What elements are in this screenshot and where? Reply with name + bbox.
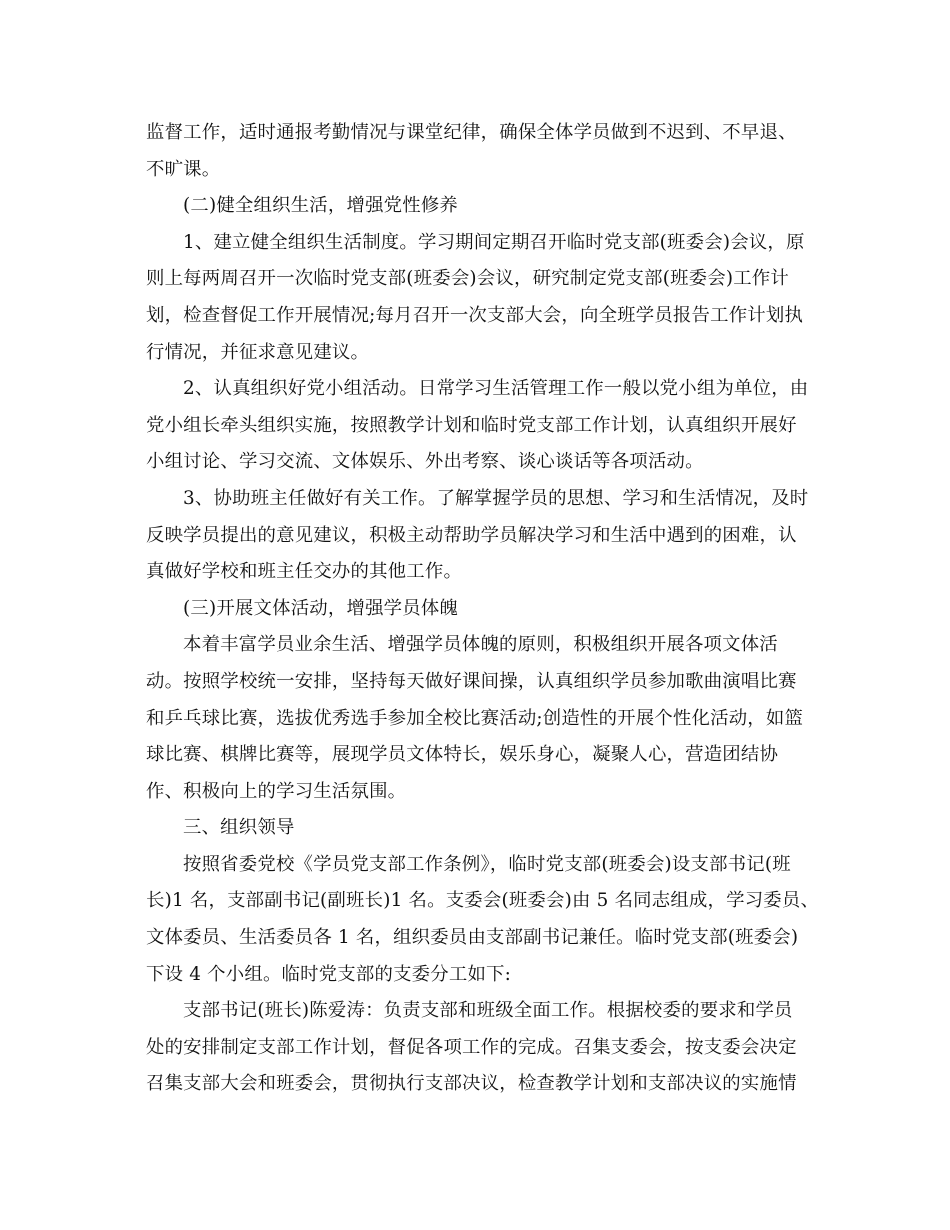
text-line: 和乒乓球比赛，选拔优秀选手参加全校比赛活动;创造性的开展个性化活动，如篮 [146,707,804,729]
text-line: 球比赛、棋牌比赛等，展现学员文体特长，娱乐身心，凝聚人心，营造团结协 [146,744,779,766]
text-line: 2、认真组织好党小组活动。日常学习生活管理工作一般以党小组为单位，由 [183,378,809,400]
text-line: 真做好学校和班主任交办的其他工作。 [146,561,463,583]
text-line: 按照省委党校《学员党支部工作条例》，临时党支部(班委会)设支部书记(班 [183,853,791,875]
text-line: 动。按照学校统一安排，坚持每天做好课间操，认真组织学员参加歌曲演唱比赛 [146,670,797,692]
text-line: 支部书记(班长)陈爱涛：负责支部和班级全面工作。根据校委的要求和学员 [183,1000,793,1022]
text-line: 长)1 名，支部副书记(副班长)1 名。支委会(班委会)由 5 名同志组成，学习委员、 [146,890,820,912]
text-line: 3、协助班主任做好有关工作。了解掌握学员的思想、学习和生活情况，及时 [183,487,809,509]
text-line: 下设 4 个小组。临时党支部的支委分工如下: [146,963,512,985]
text-line: 监督工作，适时通报考勤情况与课堂纪律，确保全体学员做到不迟到、不早退、 [146,122,797,143]
text-line: 不旷课。 [146,158,221,180]
text-line: 本着丰富学员业余生活、增强学员体魄的原则，积极组织开展各项文体活 [183,634,778,656]
text-line: 召集支部大会和班委会，贯彻执行支部决议，检查教学计划和支部决议的实施情 [146,1073,797,1095]
text-line: 1、建立健全组织生活制度。学习期间定期召开临时党支部(班委会)会议，原 [183,231,805,253]
text-line: 作、积极向上的学习生活氛围。 [146,780,407,802]
text-line: 党小组长牵头组织实施，按照教学计划和临时党支部工作计划，认真组织开展好 [146,414,797,436]
section-heading: (三)开展文体活动，增强学员体魄 [183,597,459,619]
text-line: 小组讨论、学习交流、文体娱乐、外出考察、谈心谈话等各项活动。 [146,451,704,473]
text-line: 反映学员提出的意见建议，积极主动帮助学员解决学习和生活中遇到的困难，认 [146,524,797,546]
document-body [146,115,820,1103]
section-heading: 三、组织领导 [183,817,295,839]
text-line: 文体委员、生活委员各 1 名，组织委员由支部副书记兼任。临时党支部(班委会) [146,927,799,949]
text-line: 行情况，并征求意见建议。 [146,341,370,363]
text-line: 划，检查督促工作开展情况;每月召开一次支部大会，向全班学员报告工作计划执 [146,304,804,326]
text-line: 处的安排制定支部工作计划，督促各项工作的完成。召集支委会，按支委会决定 [146,1036,797,1058]
section-heading: (二)健全组织生活，增强党性修养 [183,195,459,217]
text-line: 则上每两周召开一次临时党支部(班委会)会议，研究制定党支部(班委会)工作计 [146,268,789,290]
